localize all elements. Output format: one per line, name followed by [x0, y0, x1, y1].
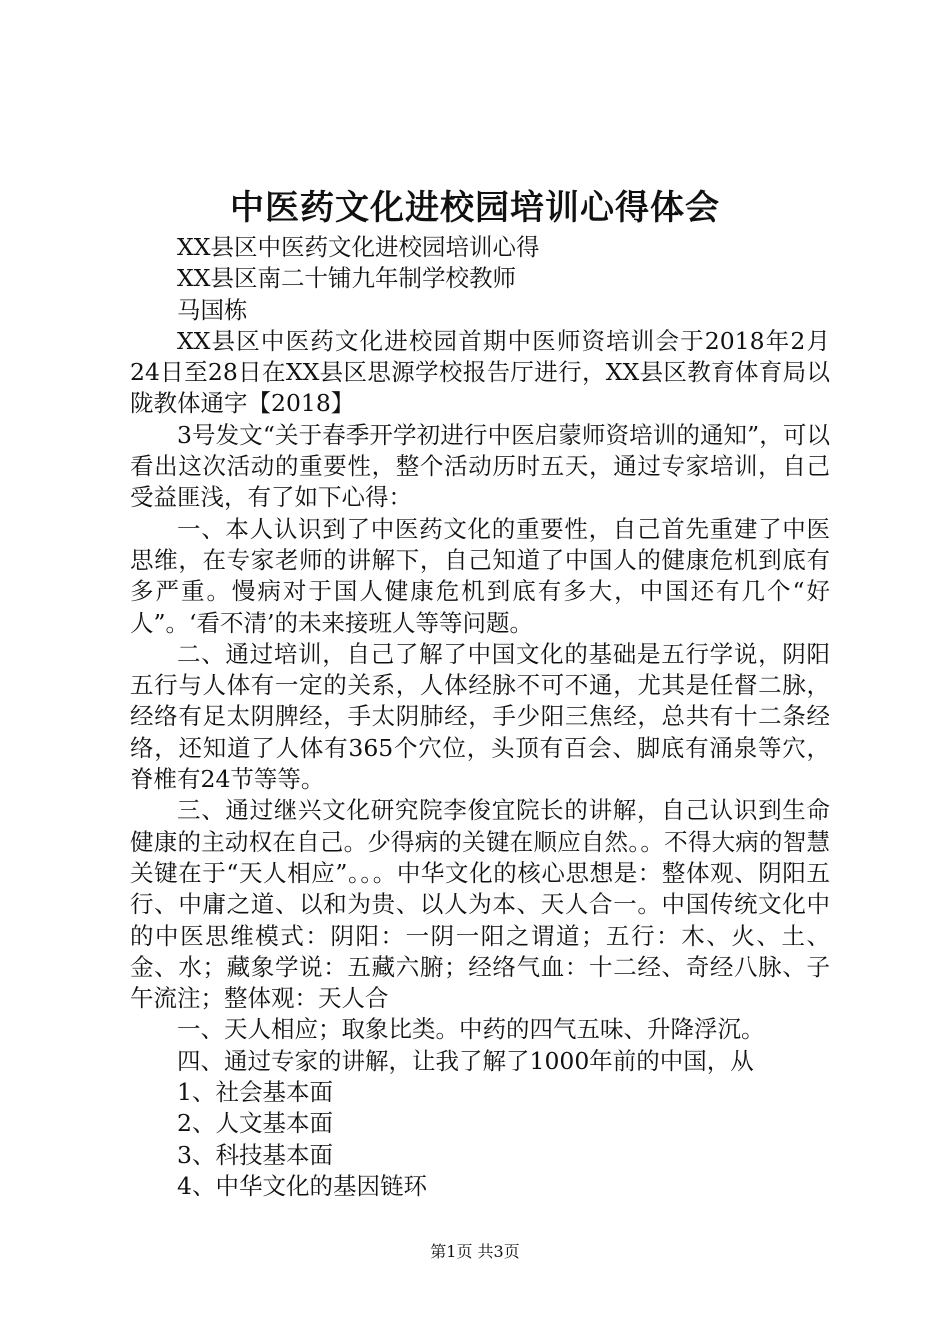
- paragraph-intro: XX县区中医药文化进校园首期中医师资培训会于2018年2月24日至28日在XX县区思源学校报告厅进行，XX县区教育体育局以陇教体通字【2018】: [130, 326, 830, 418]
- paragraph-point-1: 一、本人认识到了中医药文化的重要性，自己首先重建了中医思维，在专家老师的讲解下，自己知道了中国人的健康危机到底有多严重。慢病对于国人健康危机到底有多大，中国还有几个“好人”。‘看不清’的未来接班人等等问题。: [130, 514, 830, 637]
- paragraph-point-4: 四、通过专家的讲解，让我了解了1000年前的中国，从: [177, 1046, 754, 1075]
- paragraph-point-2: 二、通过培训，自己了解了中国文化的基础是五行学说，阴阳五行与人体有一定的关系，人体经脉不可不通，尤其是任督二脉，经络有足太阴脾经，手太阴肺经，手少阳三焦经，总共有十二条经络，还知道了人体有365个穴位，头顶有百会、脚底有涌泉等穴，脊椎有24节等等。: [130, 639, 830, 794]
- paragraph-heading-1: XX县区中医药文化进校园培训心得: [177, 233, 540, 261]
- paragraph-author-name: 马国栋: [177, 295, 248, 324]
- document-title: 中医药文化进校园培训心得体会: [230, 188, 720, 228]
- paragraph-author-school: XX县区南二十铺九年制学校教师: [177, 264, 516, 293]
- list-item-technology: 3、科技基本面: [177, 1140, 333, 1169]
- paragraph-notice: 3号发文“关于春季开学初进行中医启蒙师资培训的通知”，可以看出这次活动的重要性，整个活动历时五天，通过专家培训，自己受益匪浅，有了如下心得：: [130, 420, 830, 512]
- list-item-culture-gene: 4、中华文化的基因链环: [177, 1171, 427, 1200]
- paragraph-point-3-continued: 一、天人相应；取象比类。中药的四气五味、升降浮沉。: [177, 1015, 765, 1044]
- list-item-humanities: 2、人文基本面: [177, 1109, 333, 1138]
- list-item-social: 1、社会基本面: [177, 1078, 333, 1107]
- page-number-footer: 第1页 共3页: [430, 1242, 520, 1261]
- paragraph-point-3: 三、通过继兴文化研究院李俊宜院长的讲解，自己认识到生命健康的主动权在自己。少得病的关键在顺应自然。。不得大病的智慧关键在于“天人相应”。。。中华文化的核心思想是：整体观、阴阳五行、中庸之道、以和为贵、以人为本、天人合一。中国传统文化中的中医思维模式：阴阳：一阴一阳之谓道；五行：木、火、土、金、水；藏象学说：五藏六腑；经络气血：十二经、奇经八脉、子午流注；整体观：天人合: [130, 796, 830, 1013]
- document-body: [130, 232, 830, 1202]
